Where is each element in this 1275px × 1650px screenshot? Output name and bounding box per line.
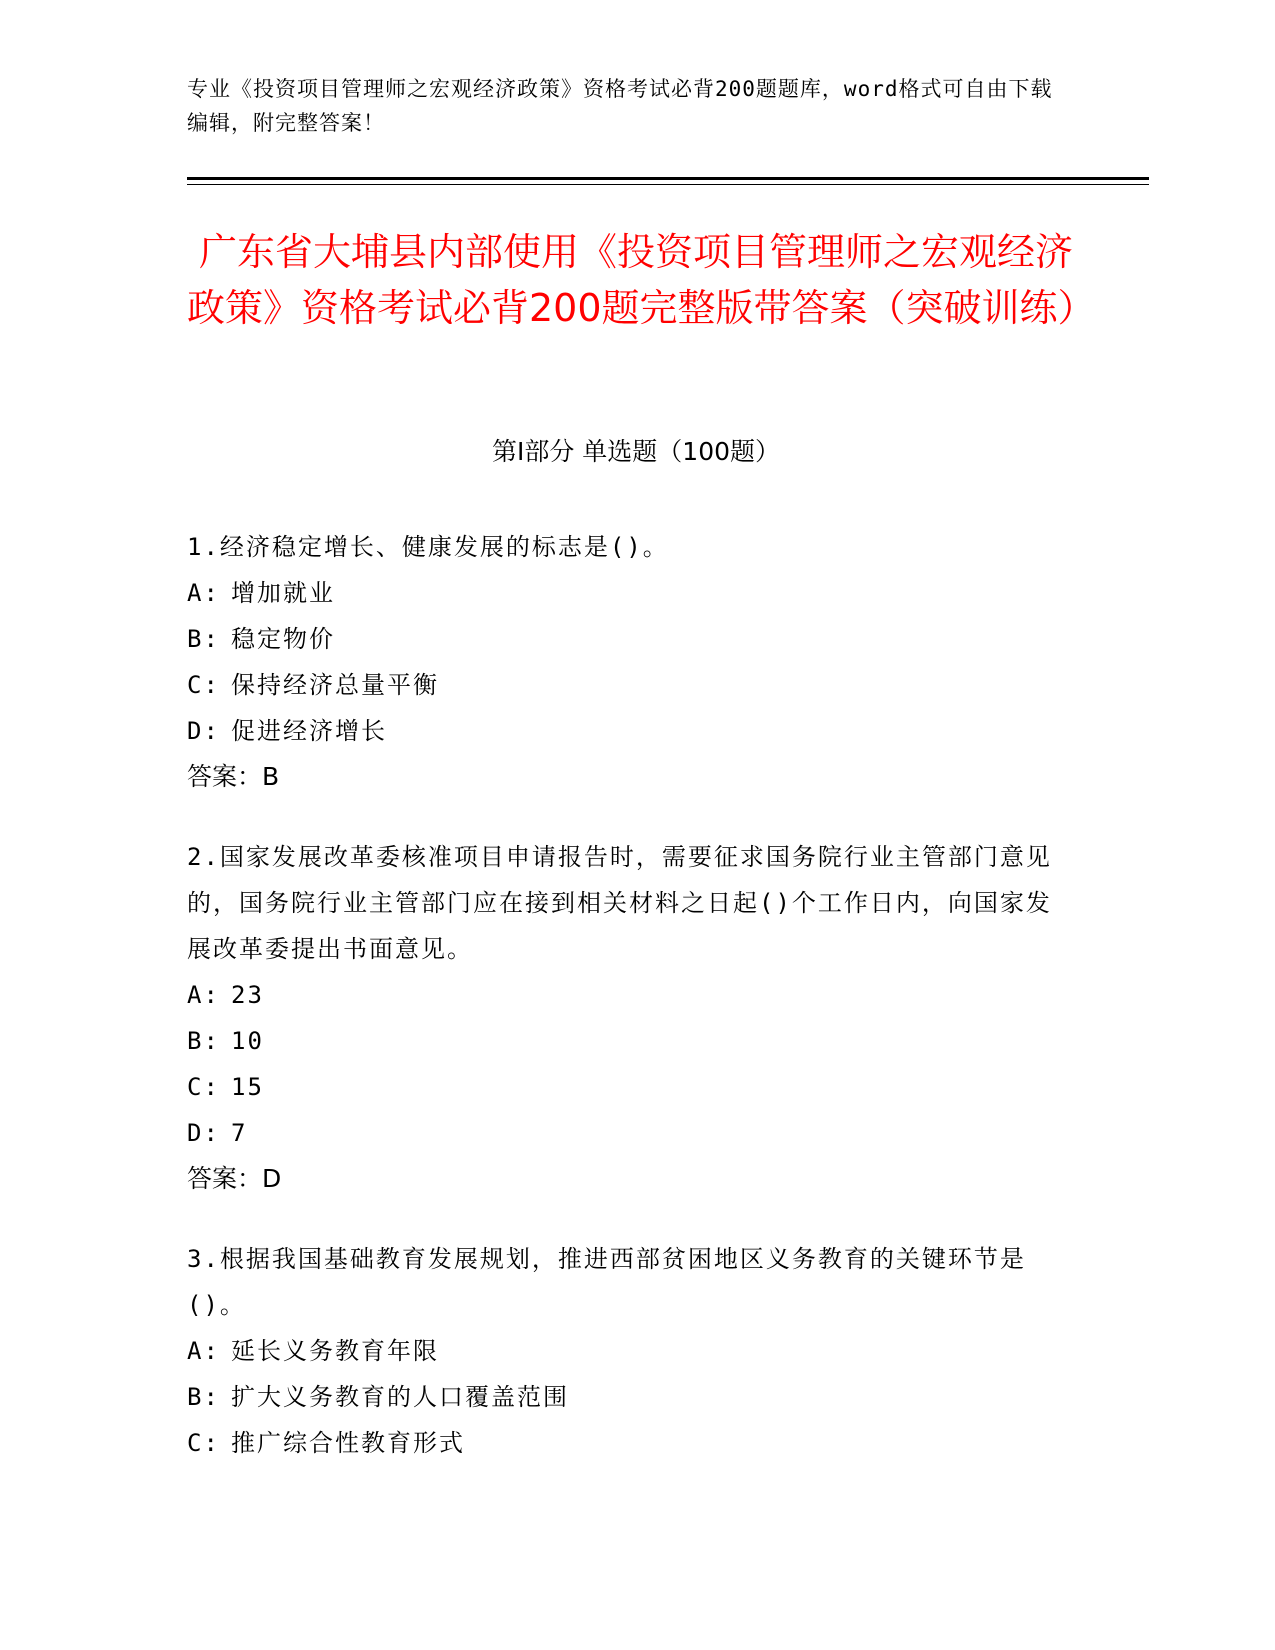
option-d <box>187 708 1067 754</box>
option-text: 扩大义务教育的人口覆盖范围 <box>231 1383 569 1411</box>
option-b <box>187 1018 1067 1064</box>
question-3 <box>187 1236 1067 1466</box>
option-letter: B: <box>187 1383 220 1411</box>
option-letter: A: <box>187 981 220 1009</box>
option-text: 15 <box>231 1073 264 1101</box>
header-rule-thin <box>187 184 1149 185</box>
option-letter: B: <box>187 1027 220 1055</box>
document-title: 广东省大埔县内部使用《投资项目管理师之宏观经济政策》资格考试必背200题完整版带答案（突破训练） <box>187 230 1096 330</box>
option-c <box>187 662 1067 708</box>
option-letter: D: <box>187 717 220 745</box>
option-letter: C: <box>187 1429 220 1457</box>
option-c <box>187 1420 1067 1466</box>
option-letter: C: <box>187 1073 220 1101</box>
question-2 <box>187 834 1067 1202</box>
option-a <box>187 972 1067 1018</box>
option-a <box>187 1328 1067 1374</box>
option-text: 增加就业 <box>231 579 335 607</box>
answer: 答案：B <box>187 762 280 791</box>
question-text: 3.根据我国基础教育发展规划，推进西部贫困地区义务教育的关键环节是()。 <box>187 1245 1026 1319</box>
option-c <box>187 1064 1067 1110</box>
option-text: 23 <box>231 981 264 1009</box>
option-text: 保持经济总量平衡 <box>231 671 439 699</box>
option-letter: A: <box>187 579 220 607</box>
option-text: 7 <box>231 1119 248 1147</box>
question-1 <box>187 524 1067 800</box>
option-letter: A: <box>187 1337 220 1365</box>
option-text: 促进经济增长 <box>231 717 387 745</box>
header-rule-thick <box>187 177 1149 180</box>
question-list <box>187 524 1067 1500</box>
option-b <box>187 1374 1067 1420</box>
header-note: 专业《投资项目管理师之宏观经济政策》资格考试必背200题题库，word格式可自由下载编辑，附完整答案！ <box>187 77 1053 135</box>
option-b <box>187 616 1067 662</box>
option-letter: C: <box>187 671 220 699</box>
option-letter: D: <box>187 1119 220 1147</box>
option-text: 稳定物价 <box>231 625 335 653</box>
option-d <box>187 1110 1067 1156</box>
question-text: 1.经济稳定增长、健康发展的标志是()。 <box>187 533 669 561</box>
section-title: 第Ⅰ部分 单选题（100题） <box>491 437 781 466</box>
option-text: 10 <box>231 1027 264 1055</box>
question-text: 2.国家发展改革委核准项目申请报告时，需要征求国务院行业主管部门意见的，国务院行业主管部门应在接到相关材料之日起()个工作日内，向国家发展改革委提出书面意见。 <box>187 843 1052 963</box>
option-text: 推广综合性教育形式 <box>231 1429 465 1457</box>
option-a <box>187 570 1067 616</box>
option-letter: B: <box>187 625 220 653</box>
answer: 答案：D <box>187 1164 282 1193</box>
option-text: 延长义务教育年限 <box>231 1337 439 1365</box>
